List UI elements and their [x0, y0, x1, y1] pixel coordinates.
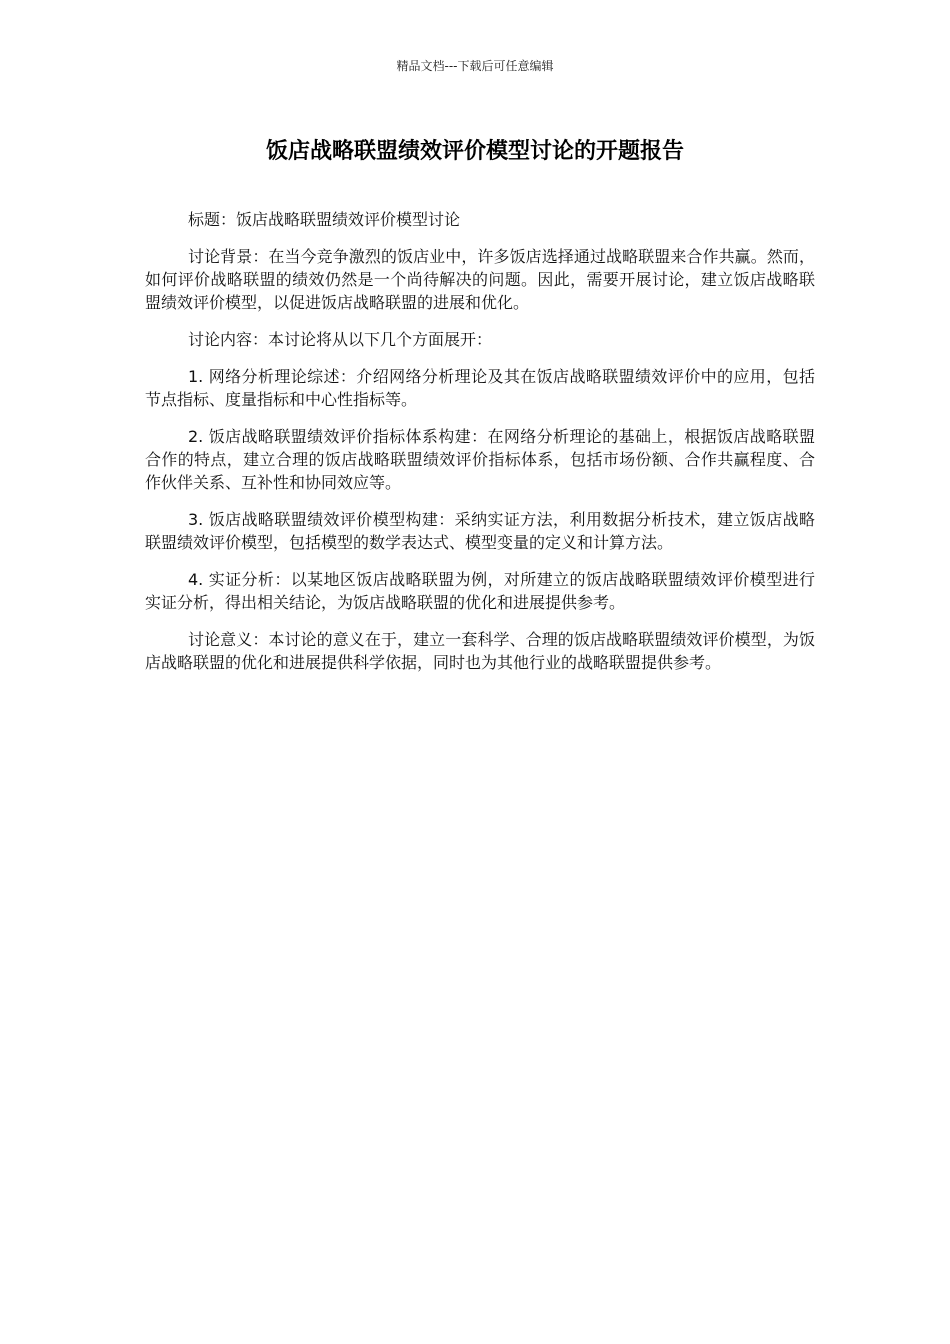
header-note: 精品文档---下载后可任意编辑 — [396, 59, 554, 73]
paragraph-item-4: 4. 实证分析：以某地区饭店战略联盟为例，对所建立的饭店战略联盟绩效评价模型进行实证分析，得出相关结论，为饭店战略联盟的优化和进展提供参考。 — [145, 570, 815, 612]
paragraph-subject: 标题：饭店战略联盟绩效评价模型讨论 — [188, 210, 461, 229]
paragraph-significance: 讨论意义：本讨论的意义在于，建立一套科学、合理的饭店战略联盟绩效评价模型，为饭店战略联盟的优化和进展提供科学依据，同时也为其他行业的战略联盟提供参考。 — [145, 630, 815, 672]
paragraph-content-intro: 讨论内容：本讨论将从以下几个方面展开： — [188, 330, 493, 349]
document-body — [145, 208, 815, 688]
paragraph-item-3: 3. 饭店战略联盟绩效评价模型构建：采纳实证方法，利用数据分析技术，建立饭店战略联盟绩效评价模型，包括模型的数学表达式、模型变量的定义和计算方法。 — [145, 510, 815, 552]
document-title: 饭店战略联盟绩效评价模型讨论的开题报告 — [265, 139, 684, 164]
paragraph-item-2: 2. 饭店战略联盟绩效评价指标体系构建：在网络分析理论的基础上，根据饭店战略联盟合作的特点，建立合理的饭店战略联盟绩效评价指标体系，包括市场份额、合作共赢程度、合作伙伴关系、互补性和协同效应等。 — [145, 427, 815, 492]
paragraph-item-1: 1. 网络分析理论综述：介绍网络分析理论及其在饭店战略联盟绩效评价中的应用，包括节点指标、度量指标和中心性指标等。 — [145, 367, 815, 409]
paragraph-background: 讨论背景：在当今竞争激烈的饭店业中，许多饭店选择通过战略联盟来合作共赢。然而，如何评价战略联盟的绩效仍然是一个尚待解决的问题。因此，需要开展讨论，建立饭店战略联盟绩效评价模型，以促进饭店战略联盟的进展和优化。 — [145, 247, 815, 312]
